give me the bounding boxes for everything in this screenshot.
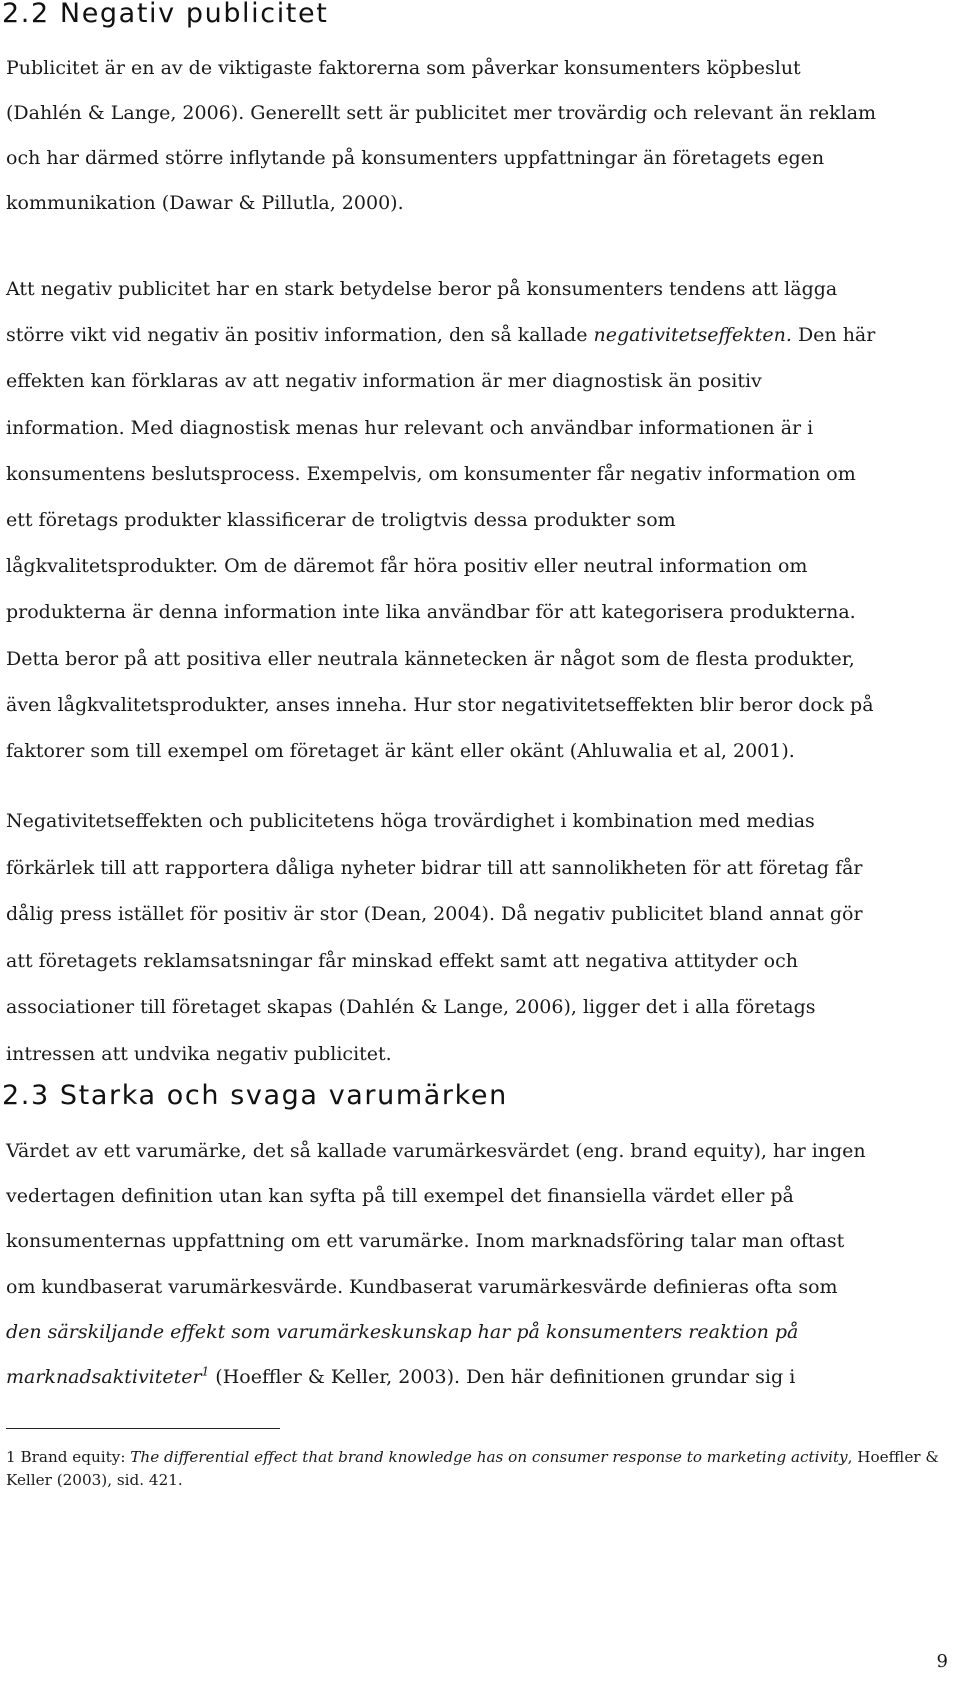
text-line: faktorer som till exempel om företaget är känt eller okänt (Ahluwalia et al, 2001). <box>6 740 795 763</box>
text-line <box>6 1355 956 1400</box>
text-line: vedertagen definition utan kan syfta på till exempel det finansiella värdet eller på <box>6 1185 794 1208</box>
text-line: intressen att undvika negativ publicitet. <box>6 1042 392 1065</box>
text-line: information. Med diagnostisk menas hur relevant och användbar informationen är i <box>6 416 814 439</box>
text-line: om kundbaserat varumärkesvärde. Kundbaserat varumärkesvärde definieras ofta som <box>6 1275 838 1298</box>
section-heading-starka-och-svaga-varumarken: 2.3 Starka och svaga varumärken <box>2 1080 508 1111</box>
emphasized-term: marknadsaktiviteter <box>6 1366 202 1389</box>
text-line: kommunikation (Dawar & Pillutla, 2000). <box>6 192 404 214</box>
paragraph-publicitet-intro <box>6 46 956 226</box>
section-heading-negativ-publicitet: 2.2 Negativ publicitet <box>2 0 329 29</box>
text-line: Detta beror på att positiva eller neutrala kännetecken är något som de flesta produkter, <box>6 647 855 670</box>
text-line: Publicitet är en av de viktigaste faktorerna som påverkar konsumenters köpbeslut <box>6 57 801 79</box>
text-line: att företagets reklamsatsningar får minskad effekt samt att negativa attityder och <box>6 949 798 972</box>
footnote-line: Keller (2003), sid. 421. <box>6 1471 183 1489</box>
footnote <box>6 1446 954 1492</box>
footnote-separator <box>6 1428 280 1429</box>
text-line: effekten kan förklaras av att negativ information är mer diagnostisk än positiv <box>6 370 762 393</box>
text-line: ett företags produkter klassificerar de troligtvis dessa produkter som <box>6 509 676 532</box>
text-line: förkärlek till att rapportera dåliga nyheter bidrar till att sannolikheten för att företag får <box>6 856 863 879</box>
paragraph-publicitetens-trovardighet <box>6 798 956 1077</box>
text-run: Brand equity: <box>15 1448 131 1466</box>
paragraph-varumarkesvarde <box>6 1129 956 1400</box>
text-line: Att negativ publicitet har en stark betydelse beror på konsumenters tendens att lägga <box>6 278 838 300</box>
text-line: (Dahlén & Lange, 2006). Generellt sett är publicitet mer trovärdig och relevant än reklam <box>6 102 877 124</box>
text-line-italic-definition: den särskiljande effekt som varumärkeskunskap har på konsumenters reaktion på <box>6 1320 799 1343</box>
text-line: även lågkvalitetsprodukter, anses inneha. Hur stor negativitetseffekten blir beror dock på <box>6 693 874 716</box>
text-run: större vikt vid negativ än positiv information, den så kallade <box>6 324 594 347</box>
text-line: Negativitetseffekten och publicitetens höga trovärdighet i kombination med medias <box>6 810 815 832</box>
text-line: dålig press istället för positiv är stor (Dean, 2004). Då negativ publicitet bland annat gör <box>6 903 863 925</box>
text-run: , Hoeffler & <box>847 1448 939 1466</box>
text-run: (Hoeffler & Keller, 2003). Den här definitionen grundar sig i <box>209 1366 796 1389</box>
text-line: produkterna är denna information inte lika användbar för att kategorisera produkterna. <box>6 601 856 624</box>
footnote-reference[interactable]: 1 <box>201 1364 210 1379</box>
text-line <box>6 312 956 358</box>
paragraph-negativitetseffekten <box>6 266 956 774</box>
footnote-marker: 1 <box>6 1448 16 1466</box>
text-line: associationer till företaget skapas (Dahlén & Lange, 2006), ligger det i alla företags <box>6 996 816 1018</box>
emphasized-term: negativitetseffekten. <box>593 324 792 347</box>
text-line: konsumenternas uppfattning om ett varumärke. Inom marknadsföring talar man oftast <box>6 1230 845 1253</box>
footnote-line <box>6 1446 954 1469</box>
text-line: lågkvalitetsprodukter. Om de däremot får höra positiv eller neutral information om <box>6 555 808 578</box>
text-line: Värdet av ett varumärke, det så kallade varumärkesvärdet (eng. brand equity), har ingen <box>6 1140 866 1162</box>
page-number: 9 <box>936 1651 948 1672</box>
text-line: konsumentens beslutsprocess. Exempelvis, om konsumenter får negativ information om <box>6 462 856 485</box>
text-run: Den här <box>791 324 876 347</box>
text-line: och har därmed större inflytande på konsumenters uppfattningar än företagets egen <box>6 147 825 169</box>
emphasized-definition: The differential effect that brand knowledge has on consumer response to marketing activity <box>130 1448 848 1466</box>
